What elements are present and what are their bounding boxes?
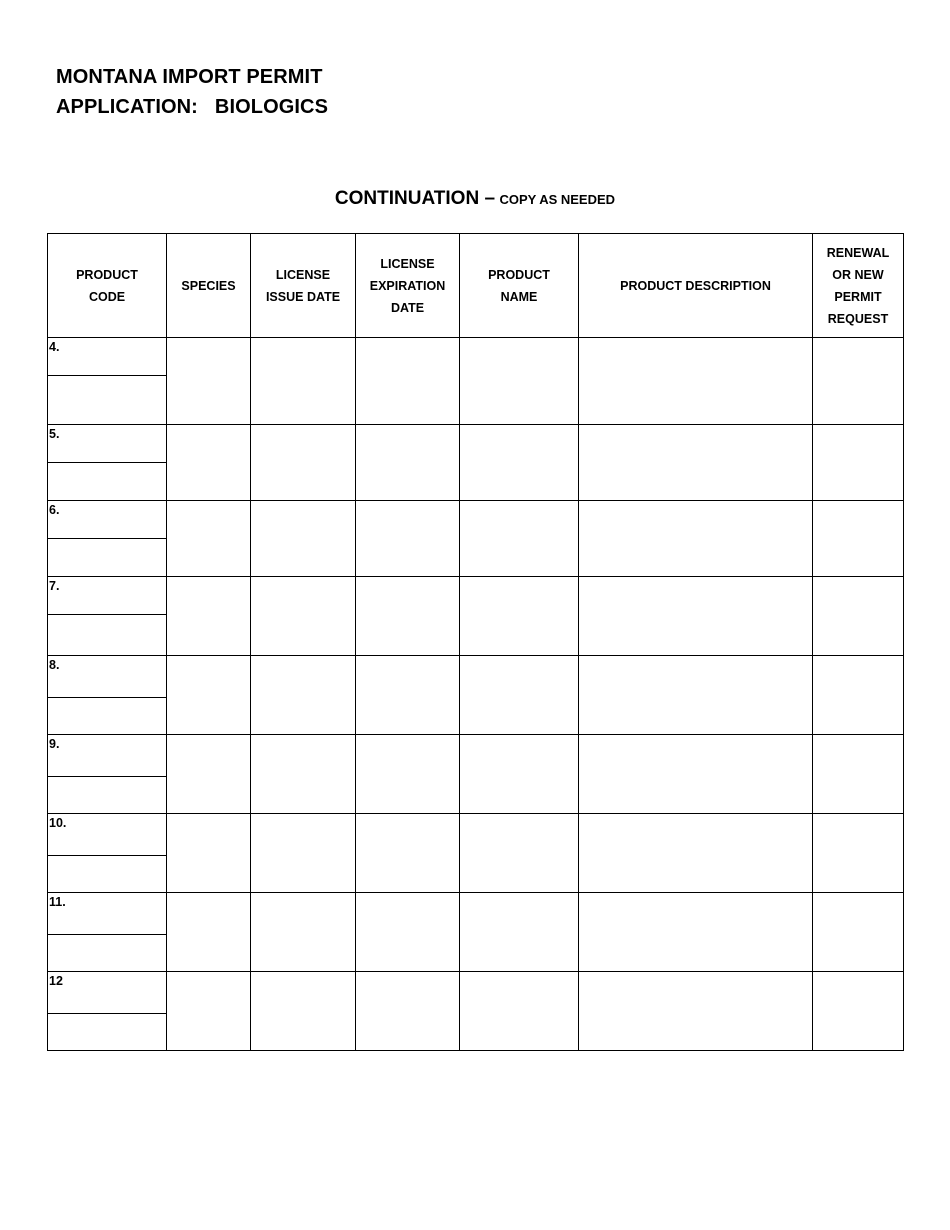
species-cell[interactable] <box>167 501 251 577</box>
table-row <box>48 893 904 935</box>
product-description-cell[interactable] <box>579 893 813 972</box>
license-expiration-date-cell[interactable] <box>356 972 460 1051</box>
product-name-cell[interactable] <box>460 893 579 972</box>
product-name-cell[interactable] <box>460 972 579 1051</box>
product-name-cell[interactable] <box>460 425 579 501</box>
species-cell[interactable] <box>167 814 251 893</box>
title-line-1: MONTANA IMPORT PERMIT <box>56 66 323 88</box>
product-name-cell[interactable] <box>460 814 579 893</box>
header-product-name: PRODUCT NAME <box>460 234 579 338</box>
product-code-subcell[interactable] <box>48 856 167 893</box>
renewal-or-new-cell[interactable] <box>813 577 904 656</box>
table-row <box>48 425 904 463</box>
header-license-issue-date: LICENSE ISSUE DATE <box>251 234 356 338</box>
renewal-or-new-cell[interactable] <box>813 814 904 893</box>
table-row <box>48 577 904 615</box>
header-license-expiration-date: LICENSE EXPIRATION DATE <box>356 234 460 338</box>
product-code-cell[interactable]: 8. <box>48 656 167 698</box>
license-expiration-date-cell[interactable] <box>356 577 460 656</box>
license-expiration-date-cell[interactable] <box>356 735 460 814</box>
product-name-cell[interactable] <box>460 501 579 577</box>
product-code-cell[interactable]: 7. <box>48 577 167 615</box>
header-renewal-or-new: RENEWAL OR NEW PERMIT REQUEST <box>813 234 904 338</box>
license-issue-date-cell[interactable] <box>251 338 356 425</box>
species-cell[interactable] <box>167 577 251 656</box>
license-issue-date-cell[interactable] <box>251 577 356 656</box>
table-row <box>48 338 904 376</box>
renewal-or-new-cell[interactable] <box>813 893 904 972</box>
product-name-cell[interactable] <box>460 577 579 656</box>
product-code-subcell[interactable] <box>48 698 167 735</box>
product-code-cell[interactable]: 6. <box>48 501 167 539</box>
license-issue-date-cell[interactable] <box>251 501 356 577</box>
license-issue-date-cell[interactable] <box>251 814 356 893</box>
product-code-cell[interactable]: 4. <box>48 338 167 376</box>
product-description-cell[interactable] <box>579 501 813 577</box>
product-description-cell[interactable] <box>579 425 813 501</box>
product-description-cell[interactable] <box>579 338 813 425</box>
species-cell[interactable] <box>167 893 251 972</box>
table-row <box>48 656 904 698</box>
product-description-cell[interactable] <box>579 656 813 735</box>
species-cell[interactable] <box>167 338 251 425</box>
product-code-subcell[interactable] <box>48 463 167 501</box>
header-species: SPECIES <box>167 234 251 338</box>
license-expiration-date-cell[interactable] <box>356 893 460 972</box>
license-issue-date-cell[interactable] <box>251 735 356 814</box>
table-row <box>48 735 904 777</box>
table-row <box>48 972 904 1014</box>
license-expiration-date-cell[interactable] <box>356 814 460 893</box>
product-code-subcell[interactable] <box>48 935 167 972</box>
product-code-subcell[interactable] <box>48 376 167 425</box>
license-issue-date-cell[interactable] <box>251 425 356 501</box>
product-description-cell[interactable] <box>579 972 813 1051</box>
license-expiration-date-cell[interactable] <box>356 501 460 577</box>
license-issue-date-cell[interactable] <box>251 972 356 1051</box>
product-code-cell[interactable]: 12 <box>48 972 167 1014</box>
renewal-or-new-cell[interactable] <box>813 656 904 735</box>
license-issue-date-cell[interactable] <box>251 893 356 972</box>
header-row <box>48 234 904 338</box>
product-code-subcell[interactable] <box>48 615 167 656</box>
product-table <box>47 233 904 1051</box>
renewal-or-new-cell[interactable] <box>813 501 904 577</box>
license-expiration-date-cell[interactable] <box>356 656 460 735</box>
species-cell[interactable] <box>167 425 251 501</box>
renewal-or-new-cell[interactable] <box>813 338 904 425</box>
product-name-cell[interactable] <box>460 735 579 814</box>
product-code-cell[interactable]: 11. <box>48 893 167 935</box>
continuation-main: CONTINUATION – <box>334 188 496 209</box>
license-expiration-date-cell[interactable] <box>356 338 460 425</box>
species-cell[interactable] <box>167 972 251 1051</box>
product-code-subcell[interactable] <box>48 777 167 814</box>
product-code-cell[interactable]: 5. <box>48 425 167 463</box>
product-code-subcell[interactable] <box>48 539 167 577</box>
species-cell[interactable] <box>167 656 251 735</box>
title-line-2: APPLICATION: BIOLOGICS <box>56 96 329 118</box>
document-title <box>56 62 328 122</box>
product-code-cell[interactable]: 9. <box>48 735 167 777</box>
license-issue-date-cell[interactable] <box>251 656 356 735</box>
renewal-or-new-cell[interactable] <box>813 972 904 1051</box>
renewal-or-new-cell[interactable] <box>813 425 904 501</box>
product-description-cell[interactable] <box>579 735 813 814</box>
product-description-cell[interactable] <box>579 814 813 893</box>
continuation-heading <box>0 188 950 210</box>
product-code-subcell[interactable] <box>48 1014 167 1051</box>
product-code-cell[interactable]: 10. <box>48 814 167 856</box>
product-name-cell[interactable] <box>460 656 579 735</box>
product-description-cell[interactable] <box>579 577 813 656</box>
header-product-description: PRODUCT DESCRIPTION <box>579 234 813 338</box>
continuation-sub: COPY AS NEEDED <box>499 192 616 207</box>
table-row <box>48 501 904 539</box>
renewal-or-new-cell[interactable] <box>813 735 904 814</box>
product-name-cell[interactable] <box>460 338 579 425</box>
species-cell[interactable] <box>167 735 251 814</box>
header-product-code: PRODUCT CODE <box>48 234 167 338</box>
table-row <box>48 814 904 856</box>
license-expiration-date-cell[interactable] <box>356 425 460 501</box>
